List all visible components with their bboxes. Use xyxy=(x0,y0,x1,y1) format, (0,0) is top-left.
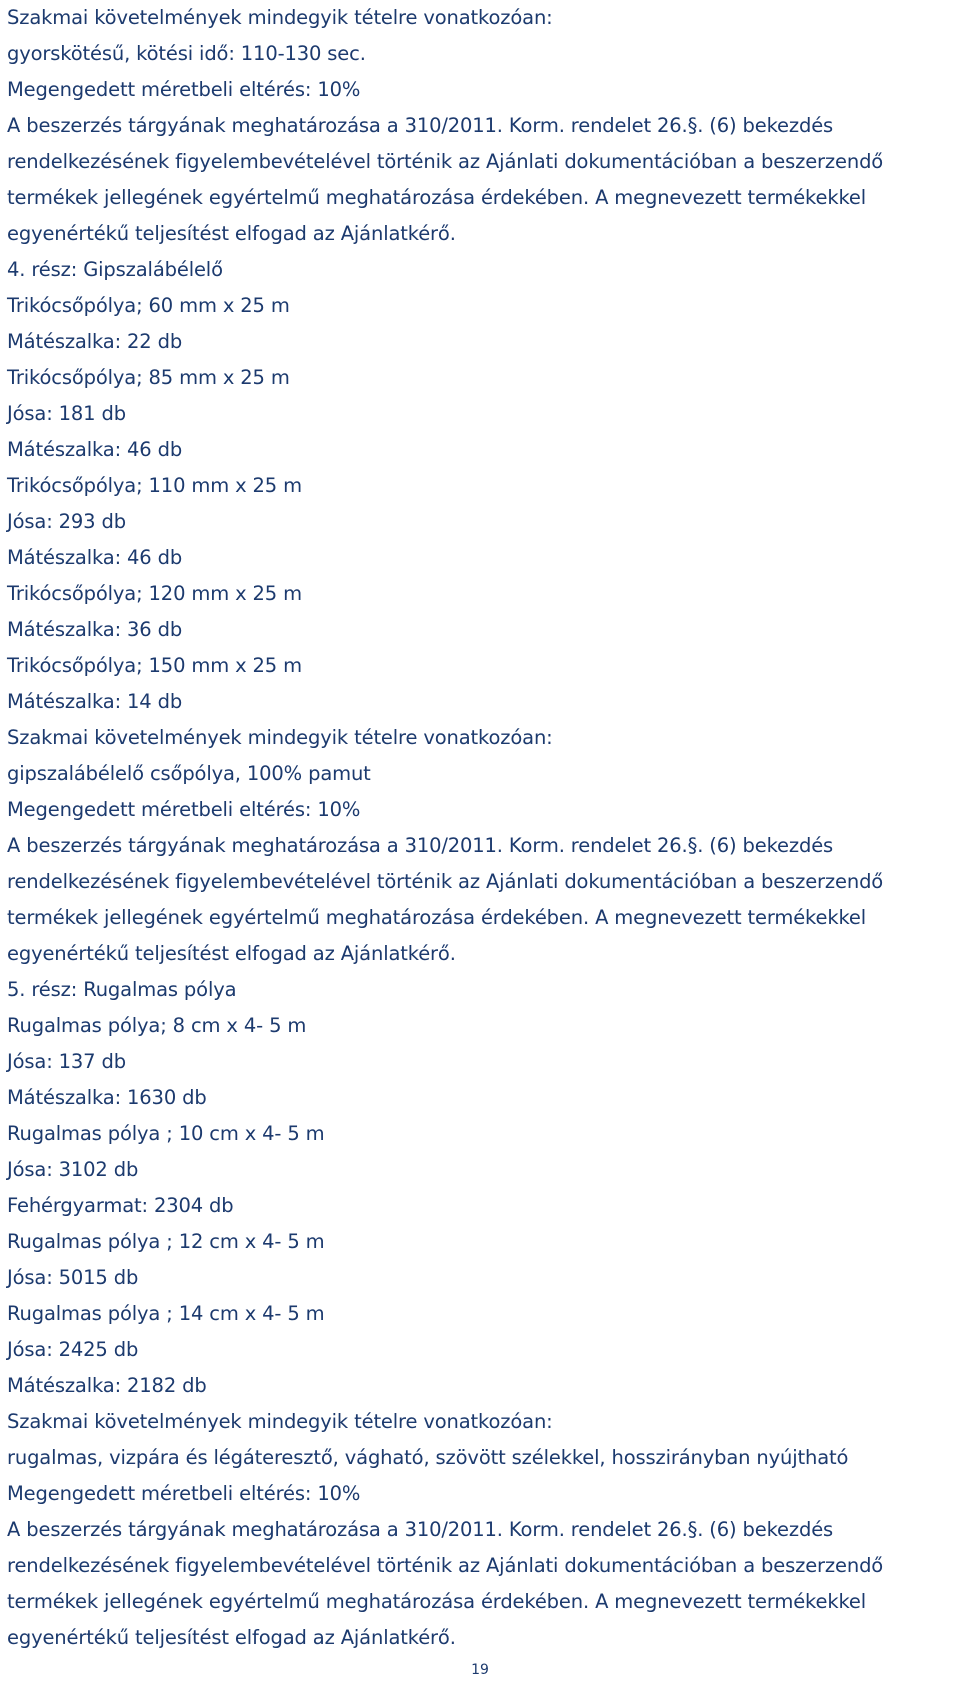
quantity-line: Jósa: 2425 db xyxy=(7,1338,139,1361)
product-item: Trikócsőpólya; 150 mm x 25 m xyxy=(7,654,302,677)
text-line: rugalmas, vizpára és légáteresztő, vágható, szövött szélekkel, hosszirányban nyújtható xyxy=(7,1446,849,1469)
product-item: Rugalmas pólya; 8 cm x 4- 5 m xyxy=(7,1014,307,1037)
text-line: termékek jellegének egyértelmű meghatározása érdekében. A megnevezett termékekkel xyxy=(7,186,867,209)
text-line: termékek jellegének egyértelmű meghatározása érdekében. A megnevezett termékekkel xyxy=(7,906,867,929)
product-item: Trikócsőpólya; 85 mm x 25 m xyxy=(7,366,290,389)
quantity-line: Jósa: 5015 db xyxy=(7,1266,139,1289)
text-line: termékek jellegének egyértelmű meghatározása érdekében. A megnevezett termékekkel xyxy=(7,1590,867,1613)
quantity-line: Mátészalka: 14 db xyxy=(7,690,183,713)
quantity-line: Jósa: 3102 db xyxy=(7,1158,139,1181)
text-line: rendelkezésének figyelembevételével történik az Ajánlati dokumentációban a beszerzendő xyxy=(7,870,884,893)
product-item: Rugalmas pólya ; 10 cm x 4- 5 m xyxy=(7,1122,325,1145)
product-item: Trikócsőpólya; 60 mm x 25 m xyxy=(7,294,290,317)
product-item: Trikócsőpólya; 110 mm x 25 m xyxy=(7,474,302,497)
quantity-line: Jósa: 137 db xyxy=(7,1050,126,1073)
text-line: Szakmai követelmények mindegyik tételre vonatkozóan: xyxy=(7,6,553,29)
quantity-line: Jósa: 181 db xyxy=(7,402,126,425)
quantity-line: Mátészalka: 2182 db xyxy=(7,1374,207,1397)
text-line: Szakmai követelmények mindegyik tételre vonatkozóan: xyxy=(7,726,553,749)
quantity-line: Fehérgyarmat: 2304 db xyxy=(7,1194,234,1217)
page-number: 19 xyxy=(471,1662,489,1678)
quantity-line: Mátészalka: 22 db xyxy=(7,330,183,353)
quantity-line: Mátészalka: 46 db xyxy=(7,546,183,569)
section-heading: 4. rész: Gipszalábélelő xyxy=(7,258,223,281)
document-page xyxy=(7,0,957,1656)
text-line: egyenértékű teljesítést elfogad az Ajánlatkérő. xyxy=(7,222,456,245)
text-line: gipszalábélelő csőpólya, 100% pamut xyxy=(7,762,371,785)
text-line: Szakmai követelmények mindegyik tételre vonatkozóan: xyxy=(7,1410,553,1433)
section-heading: 5. rész: Rugalmas pólya xyxy=(7,978,237,1001)
quantity-line: Mátészalka: 1630 db xyxy=(7,1086,207,1109)
text-line: egyenértékű teljesítést elfogad az Ajánlatkérő. xyxy=(7,1626,456,1649)
quantity-line: Mátészalka: 46 db xyxy=(7,438,183,461)
text-line: Megengedett méretbeli eltérés: 10% xyxy=(7,798,361,821)
text-line: rendelkezésének figyelembevételével történik az Ajánlati dokumentációban a beszerzendő xyxy=(7,150,884,173)
text-line: rendelkezésének figyelembevételével történik az Ajánlati dokumentációban a beszerzendő xyxy=(7,1554,884,1577)
product-item: Trikócsőpólya; 120 mm x 25 m xyxy=(7,582,302,605)
quantity-line: Mátészalka: 36 db xyxy=(7,618,183,641)
text-line: A beszerzés tárgyának meghatározása a 310/2011. Korm. rendelet 26.§. (6) bekezdés xyxy=(7,1518,834,1541)
text-line: A beszerzés tárgyának meghatározása a 310/2011. Korm. rendelet 26.§. (6) bekezdés xyxy=(7,834,834,857)
text-line: A beszerzés tárgyának meghatározása a 310/2011. Korm. rendelet 26.§. (6) bekezdés xyxy=(7,114,834,137)
product-item: Rugalmas pólya ; 14 cm x 4- 5 m xyxy=(7,1302,325,1325)
quantity-line: Jósa: 293 db xyxy=(7,510,126,533)
text-line: egyenértékű teljesítést elfogad az Ajánlatkérő. xyxy=(7,942,456,965)
text-line: Megengedett méretbeli eltérés: 10% xyxy=(7,1482,361,1505)
text-line: gyorskötésű, kötési idő: 110-130 sec. xyxy=(7,42,366,65)
product-item: Rugalmas pólya ; 12 cm x 4- 5 m xyxy=(7,1230,325,1253)
text-line: Megengedett méretbeli eltérés: 10% xyxy=(7,78,361,101)
